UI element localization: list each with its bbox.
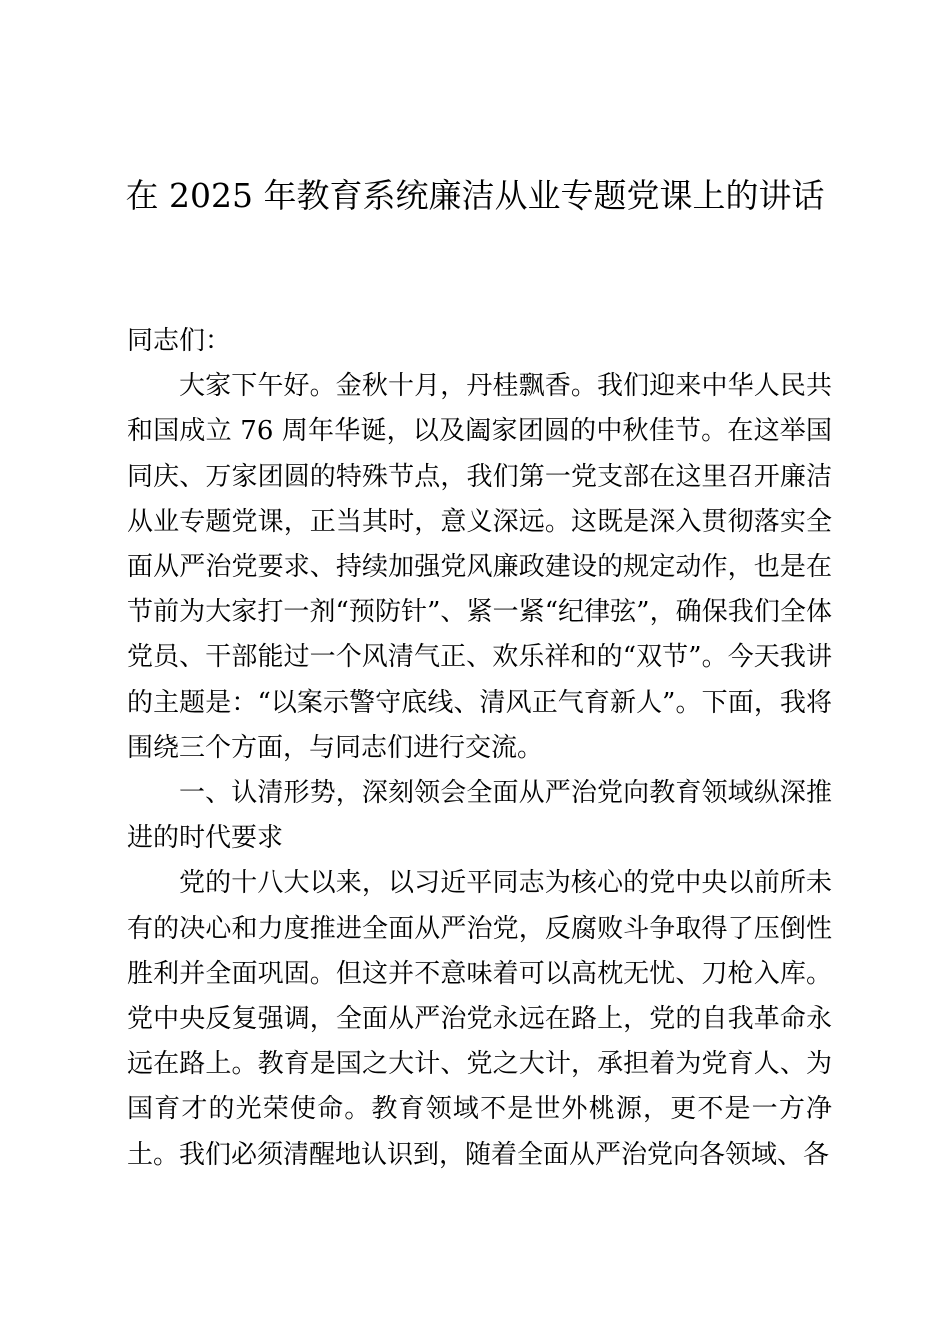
document-title: 在 2025 年教育系统廉洁从业专题党课上的讲话 xyxy=(125,176,825,215)
document-body xyxy=(127,319,832,1178)
salutation: 同志们： xyxy=(127,326,232,356)
paragraph-opening: 大家下午好。金秋十月，丹桂飘香。我们迎来中华人民共和国成立 76 周年华诞，以及阖家团圆的中秋佳节。在这举国同庆、万家团圆的特殊节点，我们第一党支部在这里召开廉洁从业专题党课，正当其时，意义深远。这既是深入贯彻落实全面从严治党要求、持续加强党风廉政建设的规定动作，也是在节前为大家打一剂“预防针”、紧一紧“纪律弦”，确保我们全体党员、干部能过一个风清气正、欢乐祥和的“双节”。今天我讲的主题是：“以案示警守底线、清风正气育新人”。下面，我将围绕三个方面，与同志们进行交流。 xyxy=(127,371,832,763)
section-heading-1: 一、认清形势，深刻领会全面从严治党向教育领域纵深推进的时代要求 xyxy=(127,778,832,854)
paragraph-section-1: 党的十八大以来，以习近平同志为核心的党中央以前所未有的决心和力度推进全面从严治党，反腐败斗争取得了压倒性胜利并全面巩固。但这并不意味着可以高枕无忧、刀枪入库。党中央反复强调，全面从严治党永远在路上，党的自我革命永远在路上。教育是国之大计、党之大计，承担着为党育人、为国育才的光荣使命。教育领域不是世外桃源，更不是一方净土。我们必须清醒地认识到，随着全面从严治党向各领域、各 xyxy=(127,868,832,1170)
